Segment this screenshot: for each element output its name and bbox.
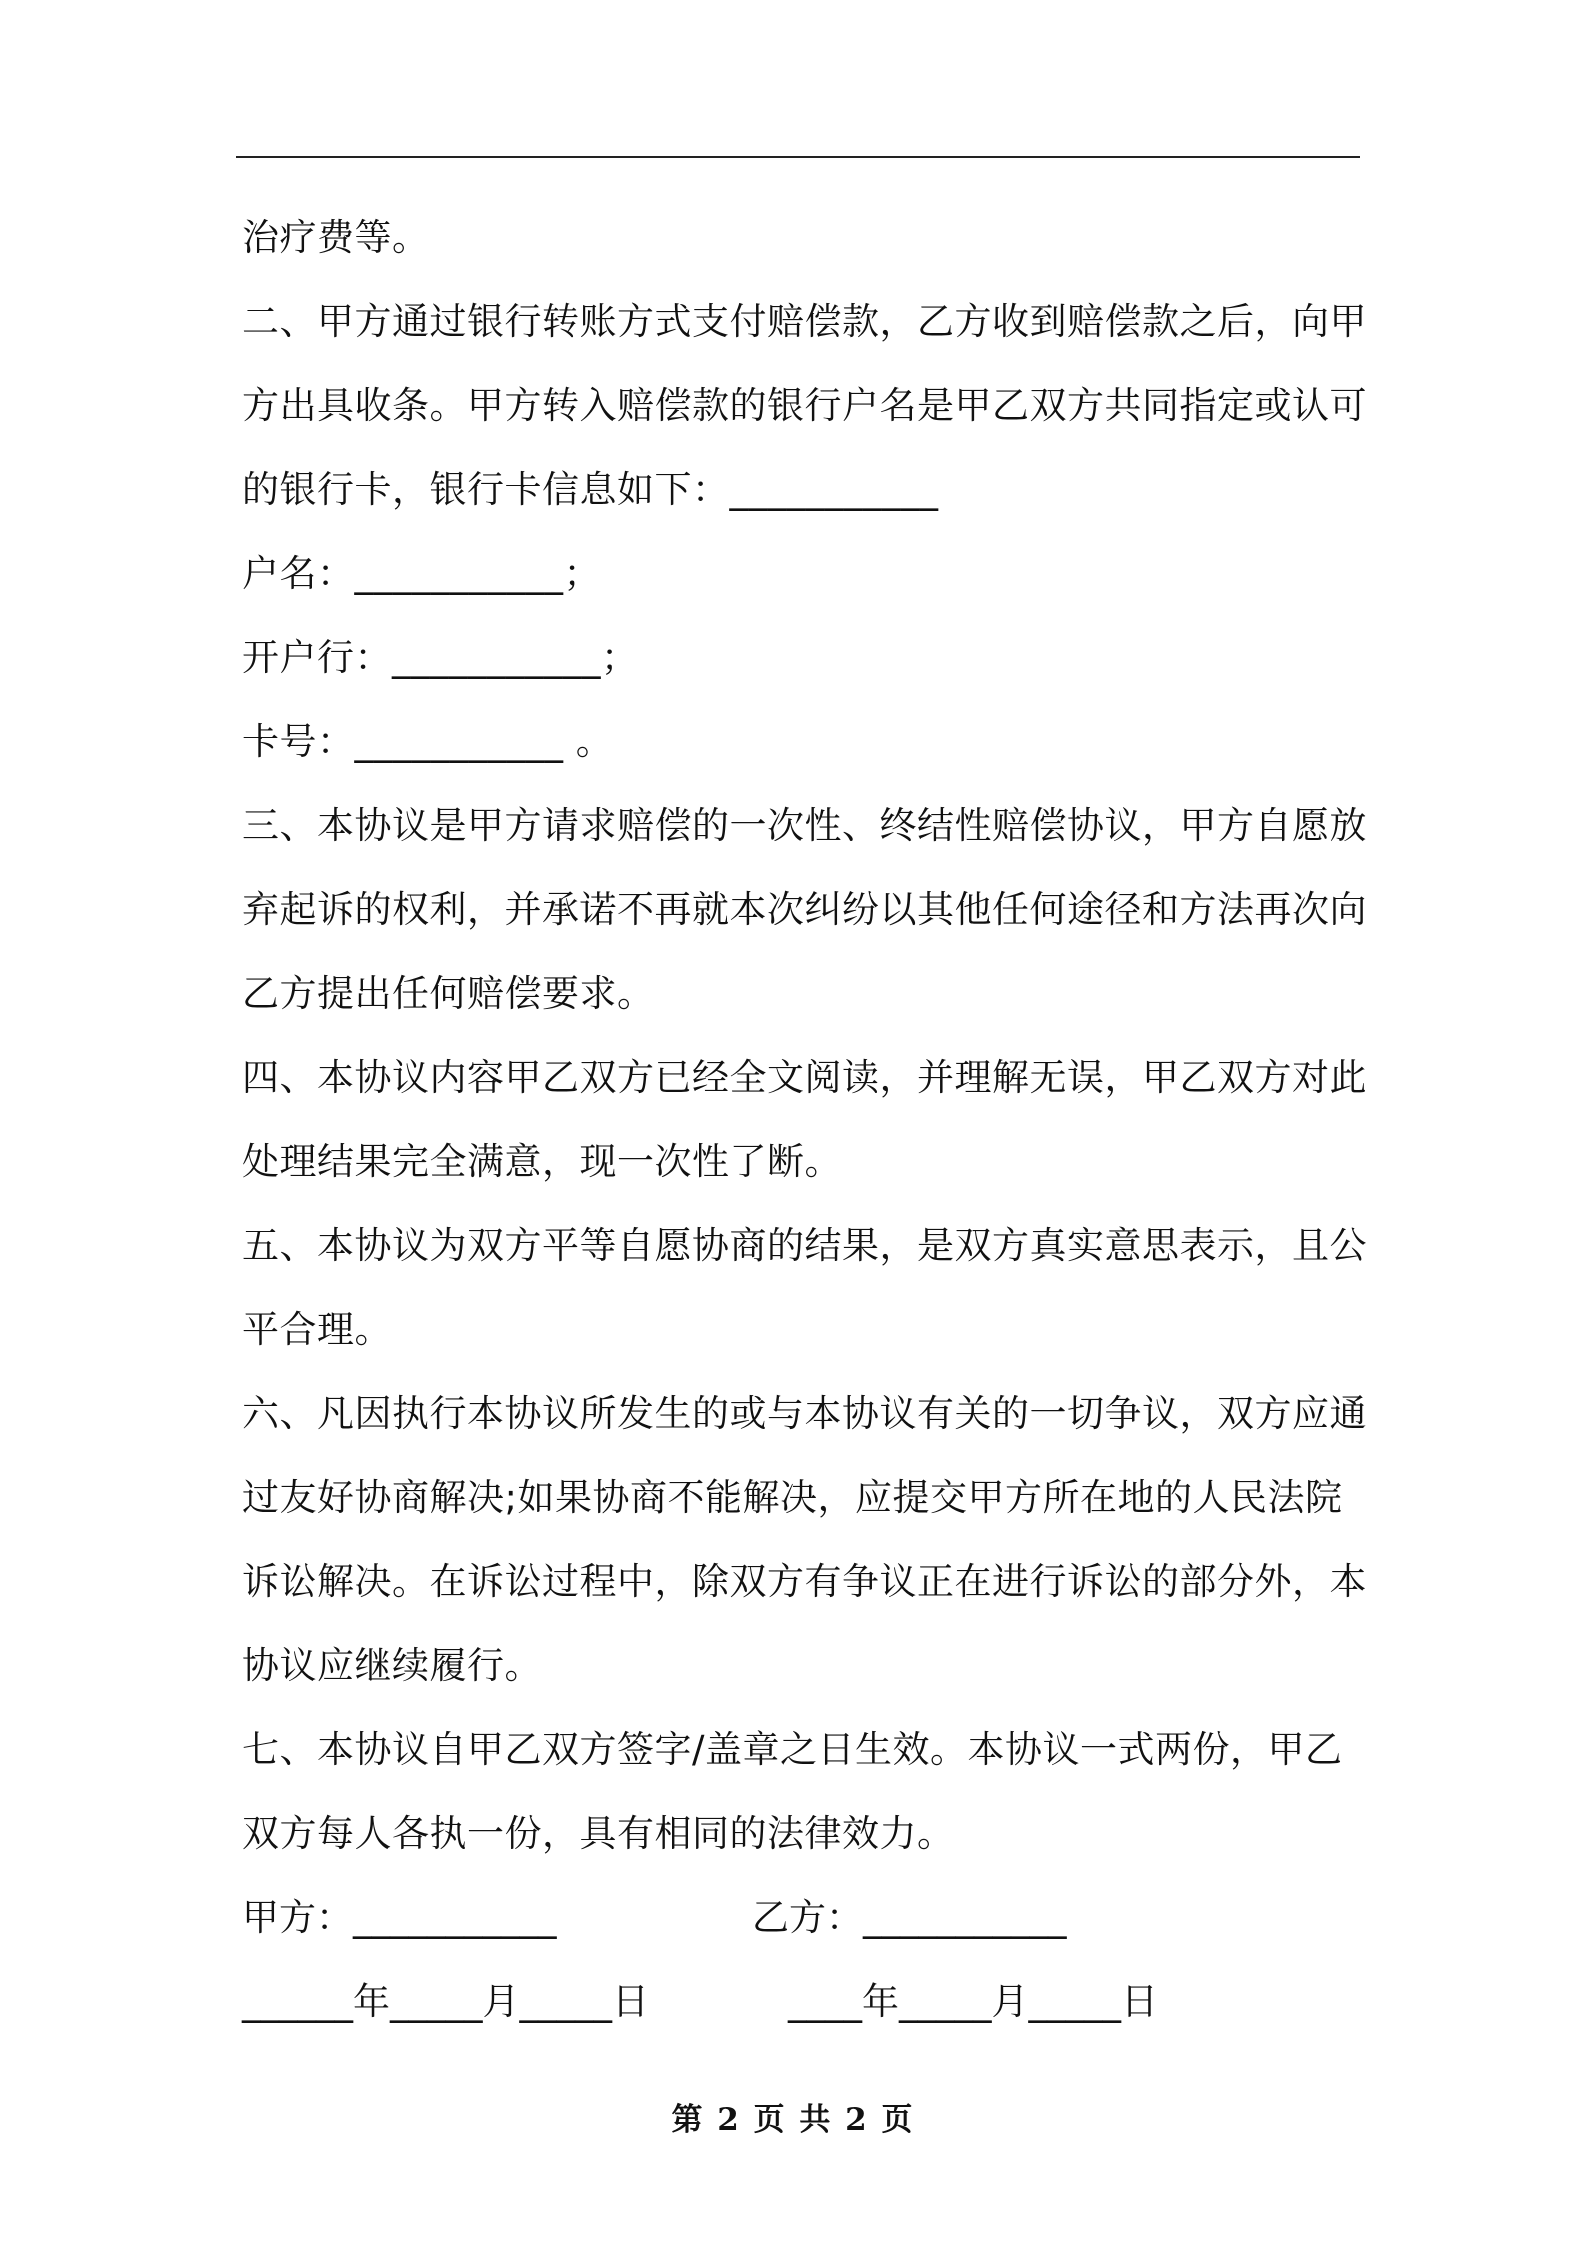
text-line: 四、本协议内容甲乙双方已经全文阅读，并理解无误，甲乙双方对此 bbox=[242, 1056, 1367, 1099]
text-line: 协议应继续履行。 bbox=[242, 1644, 542, 1687]
text-line: 五、本协议为双方平等自愿协商的结果，是双方真实意思表示，且公 bbox=[242, 1224, 1367, 1267]
party-a-signature: 甲方：___________ bbox=[242, 1896, 557, 1939]
text-line: 二、甲方通过银行转账方式支付赔偿款，乙方收到赔偿款之后，向甲 bbox=[242, 300, 1367, 343]
header-rule bbox=[236, 156, 1360, 158]
text-line: 七、本协议自甲乙双方签字/盖章之日生效。本协议一式两份，甲乙 bbox=[242, 1728, 1343, 1771]
text-line: 六、凡因执行本协议所发生的或与本协议有关的一切争议，双方应通 bbox=[242, 1392, 1367, 1435]
page-number: 第 2 页 共 2 页 bbox=[671, 2102, 915, 2138]
signature-row bbox=[242, 1876, 1372, 1960]
text-line: 乙方提出任何赔偿要求。 bbox=[242, 972, 655, 1015]
card-number-line: 卡号：___________ 。 bbox=[242, 720, 614, 763]
party-b-date: ____年_____月_____日 bbox=[788, 1980, 1158, 2023]
party-a-date: ______年_____月_____日 bbox=[242, 1980, 649, 2023]
text-line: 弃起诉的权利，并承诺不再就本次纠纷以其他任何途径和方法再次向 bbox=[242, 888, 1367, 931]
text-line: 治疗费等。 bbox=[242, 216, 430, 259]
text-line: 方出具收条。甲方转入赔偿款的银行户名是甲乙双方共同指定或认可 bbox=[242, 384, 1367, 427]
document-body bbox=[242, 196, 1372, 2044]
text-line: 过友好协商解决;如果协商不能解决，应提交甲方所在地的人民法院 bbox=[242, 1476, 1343, 1519]
text-line: 平合理。 bbox=[242, 1308, 392, 1351]
account-name-line: 户名：___________； bbox=[242, 552, 601, 595]
bank-branch-line: 开户行：___________； bbox=[242, 636, 639, 679]
text-line: 的银行卡，银行卡信息如下：___________ bbox=[242, 468, 939, 511]
party-b-signature: 乙方：___________ bbox=[752, 1896, 1067, 1939]
text-line: 处理结果完全满意，现一次性了断。 bbox=[242, 1140, 842, 1183]
date-row bbox=[242, 1960, 1372, 2044]
text-line: 双方每人各执一份，具有相同的法律效力。 bbox=[242, 1812, 955, 1855]
text-line: 三、本协议是甲方请求赔偿的一次性、终结性赔偿协议，甲方自愿放 bbox=[242, 804, 1367, 847]
text-line: 诉讼解决。在诉讼过程中，除双方有争议正在进行诉讼的部分外，本 bbox=[242, 1560, 1367, 1603]
